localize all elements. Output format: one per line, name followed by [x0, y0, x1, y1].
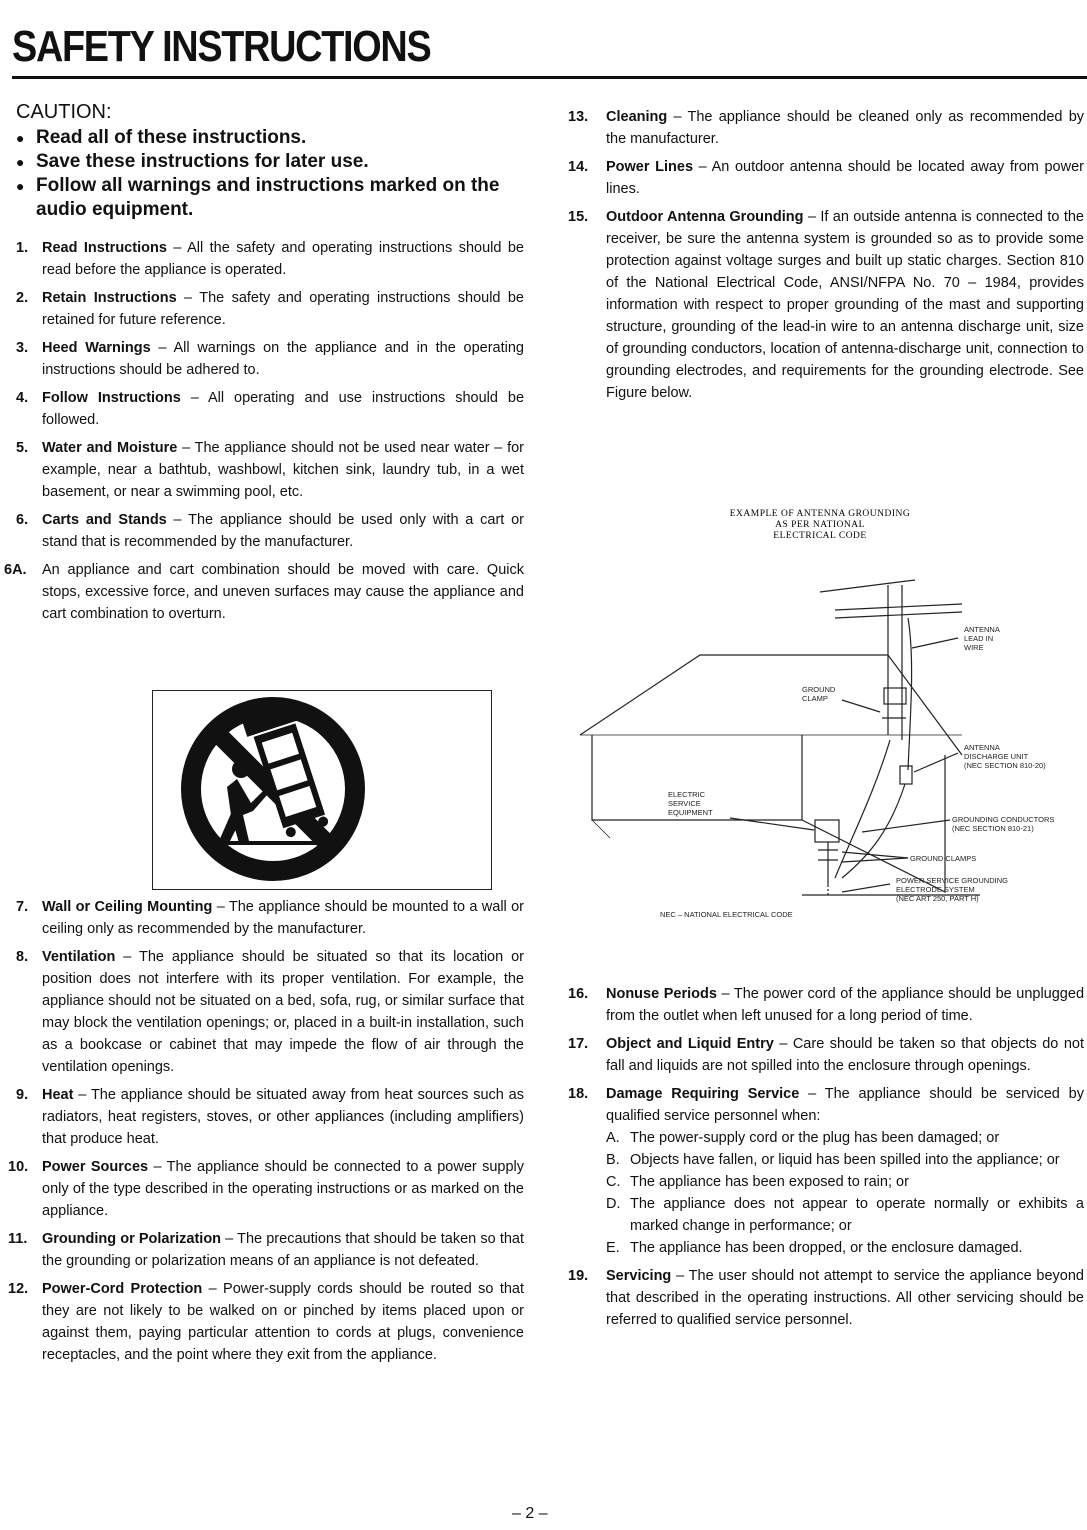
- condition-text: The power-supply cord or the plug has been damaged; or: [630, 1130, 1000, 1146]
- item-text: Power-supply cords should be routed so that they are not likely to be walked on or pinched by items placed upon or against them, paying particular attention to cords at plugs, convenience receptacles, and the point where they exit from the appliance.: [42, 1281, 524, 1363]
- item-number: 6A.: [4, 562, 27, 578]
- item-number: 3.: [16, 340, 29, 356]
- item-title: Ventilation: [42, 949, 116, 965]
- discharge-unit-label: (NEC SECTION 810-20): [964, 761, 1046, 770]
- electrode-system-label: (NEC ART 250, PART H): [896, 894, 979, 903]
- diagram-title-line: EXAMPLE OF ANTENNA GROUNDING: [729, 509, 911, 519]
- item-title: Retain Instructions: [42, 290, 177, 306]
- item-number: 1.: [16, 240, 29, 256]
- caution-block: [16, 100, 536, 222]
- item-text: The safety and operating instructions should be retained for future reference.: [42, 290, 524, 328]
- caution-list: [16, 126, 536, 222]
- nec-note: NEC – NATIONAL ELECTRICAL CODE: [660, 910, 793, 919]
- ground-clamp-label: GROUND: [802, 685, 836, 694]
- item-text: Care should be taken so that objects do not fall and liquids are not spilled into the enclosure through openings.: [606, 1036, 1084, 1074]
- caution-bullet: ● Follow all warnings and instructions marked on the audio equipment.: [16, 174, 536, 222]
- item-title: Outdoor Antenna Grounding: [606, 209, 804, 225]
- caution-bullet: ● Save these instructions for later use.: [16, 150, 536, 174]
- lead-in-wire-label: LEAD IN: [964, 634, 994, 643]
- damage-condition: [606, 1237, 1084, 1259]
- damage-condition: [606, 1171, 1084, 1193]
- item-text: The appliance should be cleaned only as recommended by the manufacturer.: [606, 109, 1085, 147]
- condition-letter: D.: [606, 1196, 621, 1212]
- damage-condition: [606, 1127, 1084, 1149]
- grounding-conductors-label: (NEC SECTION 810-21): [952, 824, 1034, 833]
- instruction-item: 7. Wall or Ceiling Mounting – The appliance should be mounted to a wall or ceiling only as recommended by the manufacturer.: [16, 896, 524, 940]
- item-title: Servicing: [606, 1268, 672, 1284]
- condition-letter: B.: [606, 1152, 620, 1168]
- instruction-item: 10. Power Sources – The appliance should be connected to a power supply only of the type described in the operating instructions or as marked on the appliance.: [16, 1156, 524, 1222]
- instructions-right-top: [568, 106, 1084, 410]
- antenna-grounding-illustration: [570, 500, 1075, 930]
- condition-letter: A.: [606, 1130, 620, 1146]
- item-title: Power-Cord Protection: [42, 1281, 203, 1297]
- caution-bullet: ● Read all of these instructions.: [16, 126, 536, 150]
- item-number: 2.: [16, 290, 29, 306]
- item-text: The appliance should not be used near water – for example, near a bathtub, washbowl, kitchen sink, laundry tub, in a wet basement, or near a swimming pool, etc.: [42, 440, 524, 500]
- antenna-grounding-diagram: [570, 500, 1075, 930]
- item-number: 8.: [16, 949, 29, 965]
- discharge-unit-label: ANTENNA: [964, 743, 1000, 752]
- item-number: 7.: [16, 899, 29, 915]
- instruction-item: 5. Water and Moisture – The appliance should not be used near water – for example, near a bathtub, washbowl, kitchen sink, laundry tub, in a wet basement, or near a swimming pool, etc.: [16, 437, 524, 503]
- instruction-item: 13. Cleaning – The appliance should be cleaned only as recommended by the manufacturer.: [568, 106, 1084, 150]
- diagram-title-line: AS PER NATIONAL: [775, 520, 865, 530]
- instruction-item: 8. Ventilation – The appliance should be situated so that its location or position does not interfere with its proper ventilation. For example, the appliance should not be situated on a bed, sofa, rug, or similar surface that may block the ventilation openings; or, placed in a built-in installation, such as a bookcase or cabinet that may impede the flow of air through the ventilation openings.: [16, 946, 524, 1078]
- item-text: All the safety and operating instructions should be read before the appliance is operated.: [42, 240, 524, 278]
- item-text: All warnings on the appliance and in the operating instructions should be adhered to.: [42, 340, 524, 378]
- instruction-item: 15. Outdoor Antenna Grounding – If an outside antenna is connected to the receiver, be sure the antenna system is grounded so as to provide some protection against voltage surges and built up static charges. Section 810 of the National Electrical Code, ANSI/NFPA No. 70 – 1984, provides information with respect to proper grounding of the mast and supporting structure, grounding of the lead-in wire to an antenna discharge unit, size of grounding conductors, location of antenna-discharge unit, connection to grounding electrodes, and requirements for the grounding electrode. See Figure below.: [568, 206, 1084, 404]
- title-rule: [12, 76, 1087, 79]
- instruction-item: 19. Servicing – The user should not attempt to service the appliance beyond that described in the operating instructions. All other servicing should be referred to qualified service personnel.: [568, 1265, 1084, 1331]
- instruction-item: [4, 559, 524, 625]
- ground-clamp-label: CLAMP: [802, 694, 828, 703]
- item-title: Power Lines: [606, 159, 694, 175]
- damage-condition: [606, 1193, 1084, 1237]
- condition-text: The appliance does not appear to operate normally or exhibits a marked change in performance; or: [630, 1196, 1084, 1234]
- electrode-system-label: POWER SERVICE GROUNDING: [896, 876, 1008, 885]
- item-number: 4.: [16, 390, 29, 406]
- instruction-item: 17. Object and Liquid Entry – Care should be taken so that objects do not fall and liquids are not spilled into the enclosure through openings.: [568, 1033, 1084, 1077]
- instruction-item: 6. Carts and Stands – The appliance should be used only with a cart or stand that is recommended by the manufacturer.: [16, 509, 524, 553]
- item-title: Cleaning: [606, 109, 668, 125]
- item-number: 11.: [8, 1231, 28, 1247]
- instructions-left-top: [4, 237, 525, 631]
- item-number: 13.: [568, 109, 589, 125]
- grounding-conductors-label: GROUNDING CONDUCTORS: [952, 815, 1055, 824]
- item-number: 16.: [568, 986, 589, 1002]
- service-equipment-label: ELECTRIC: [668, 790, 706, 799]
- item-title: Wall or Ceiling Mounting: [42, 899, 213, 915]
- item-text: All operating and use instructions should be followed.: [42, 390, 525, 428]
- condition-text: Objects have fallen, or liquid has been spilled into the appliance; or: [630, 1152, 1060, 1168]
- item-number: 15.: [568, 209, 589, 225]
- item-text: The appliance should be used only with a cart or stand that is recommended by the manufacturer.: [42, 512, 524, 550]
- caution-heading: CAUTION:: [16, 101, 112, 123]
- instruction-item: 12. Power-Cord Protection – Power-supply cords should be routed so that they are not likely to be walked on or pinched by items placed upon or against them, paying particular attention to cords at plugs, convenience receptacles, and the point where they exit from the appliance.: [16, 1278, 524, 1366]
- instruction-item: 11. Grounding or Polarization – The precautions that should be taken so that the grounding or polarization means of an appliance is not defeated.: [16, 1228, 524, 1272]
- service-equipment-label: SERVICE: [668, 799, 701, 808]
- item-number: 18.: [568, 1086, 589, 1102]
- item-text: The precautions that should be taken so that the grounding or polarization means of an appliance is not defeated.: [42, 1231, 525, 1269]
- item-title: Heed Warnings: [42, 340, 151, 356]
- condition-text: The appliance has been dropped, or the enclosure damaged.: [630, 1240, 1023, 1256]
- condition-letter: C.: [606, 1174, 621, 1190]
- item-title: Carts and Stands: [42, 512, 167, 528]
- item-title: Object and Liquid Entry: [606, 1036, 774, 1052]
- item-number: 17.: [568, 1036, 589, 1052]
- item-text: An outdoor antenna should be located away from power lines.: [606, 159, 1084, 197]
- item-title: Water and Moisture: [42, 440, 178, 456]
- cart-tipover-icon: [153, 691, 490, 888]
- item-text: If an outside antenna is connected to the receiver, be sure the antenna system is grounded so as to provide some protection against voltage surges and built up static charges. Section 810 of the National Electrical Code, ANSI/NFPA No. 70 – 1984, provides information with respect to proper grounding of the mast and supporting structure, grounding of the lead-in wire to an antenna discharge unit, size of grounding conductors, location of antenna-discharge unit, connection to grounding electrodes, and requirements for the grounding electrode. See Figure below.: [606, 209, 1084, 401]
- instruction-item: 3. Heed Warnings – All warnings on the appliance and in the operating instructions should be adhered to.: [16, 337, 524, 381]
- condition-text: The appliance has been exposed to rain; or: [630, 1174, 909, 1190]
- cart-warning-figure: [152, 690, 492, 890]
- item-text: The appliance should be mounted to a wall or ceiling only as recommended by the manufacturer.: [42, 899, 525, 937]
- lead-in-wire-label: ANTENNA: [964, 625, 1000, 634]
- page-number: – 2 –: [512, 1505, 548, 1522]
- item-number: 14.: [568, 159, 589, 175]
- item-text: The appliance should be situated so that its location or position does not interfere with its proper ventilation. For example, the appliance should not be situated on a bed, sofa, rug, or similar surface that may block the ventilation openings; or, placed in a built-in installation, such as a bookcase or cabinet that may impede the flow of air through the ventilation openings.: [42, 949, 524, 1075]
- item-title: Heat: [42, 1087, 74, 1103]
- condition-letter: E.: [606, 1240, 620, 1256]
- item-number: 6.: [16, 512, 29, 528]
- instruction-item: 9. Heat – The appliance should be situated away from heat sources such as radiators, heat registers, stoves, or other appliances (including amplifiers) that produce heat.: [16, 1084, 524, 1150]
- instruction-item: 14. Power Lines – An outdoor antenna should be located away from power lines.: [568, 156, 1084, 200]
- item-title: Power Sources: [42, 1159, 149, 1175]
- item-text: The appliance should be connected to a power supply only of the type described in the operating instructions or as marked on the appliance.: [42, 1159, 524, 1219]
- diagram-title-line: ELECTRICAL CODE: [773, 531, 867, 541]
- item-text: An appliance and cart combination should be moved with care. Quick stops, excessive force, and uneven surfaces may cause the appliance and cart combination to overturn.: [42, 562, 524, 622]
- service-equipment-label: EQUIPMENT: [668, 808, 713, 817]
- damage-conditions-list: [606, 1127, 1084, 1259]
- item-text: The appliance should be serviced by qualified service personnel when:: [606, 1086, 1084, 1124]
- ground-clamps-label: GROUND CLAMPS: [910, 854, 977, 863]
- item-text: The user should not attempt to service the appliance beyond that described in the operating instructions. All other servicing should be referred to qualified service personnel.: [606, 1268, 1084, 1328]
- item-text: The appliance should be situated away from heat sources such as radiators, heat registers, stoves, or other appliances (including amplifiers) that produce heat.: [42, 1087, 524, 1147]
- instruction-item: 2. Retain Instructions – The safety and operating instructions should be retained for future reference.: [16, 287, 524, 331]
- electrode-system-label: ELECTRODE SYSTEM: [896, 885, 975, 894]
- instructions-left-bottom: [8, 896, 525, 1372]
- item-number: 10.: [8, 1159, 29, 1175]
- item-number: 9.: [16, 1087, 29, 1103]
- lead-in-wire-label: WIRE: [964, 643, 984, 652]
- damage-condition: [606, 1149, 1084, 1171]
- instruction-item: 4. Follow Instructions – All operating and use instructions should be followed.: [16, 387, 524, 431]
- item-title: Follow Instructions: [42, 390, 181, 406]
- page-title: SAFETY INSTRUCTIONS: [12, 22, 431, 71]
- item-number: 19.: [568, 1268, 589, 1284]
- discharge-unit-label: DISCHARGE UNIT: [964, 752, 1029, 761]
- item-title: Read Instructions: [42, 240, 167, 256]
- item-number: 5.: [16, 440, 29, 456]
- instructions-right-bottom: [568, 983, 1084, 1337]
- instruction-item: 1. Read Instructions – All the safety and operating instructions should be read before the appliance is operated.: [16, 237, 524, 281]
- item-text: The power cord of the appliance should be unplugged from the outlet when left unused for a long period of time.: [606, 986, 1085, 1024]
- instruction-item: 18. Damage Requiring Service – The appliance should be serviced by qualified service personnel when: A. The power-supply cord or the plug has been damaged; or B. Objects have fallen, or liquid has been spilled into the appliance; or C. The appliance has been exposed to rain; or D. The appliance does not appear to operate normally or exhibits a marked change in performance; or E. The appliance has been dropped, or the enclosure damaged.: [568, 1083, 1084, 1259]
- item-number: 12.: [8, 1281, 29, 1297]
- instruction-item: 16. Nonuse Periods – The power cord of the appliance should be unplugged from the outlet when left unused for a long period of time.: [568, 983, 1084, 1027]
- item-title: Damage Requiring Service: [606, 1086, 800, 1102]
- item-title: Grounding or Polarization: [42, 1231, 222, 1247]
- item-title: Nonuse Periods: [606, 986, 717, 1002]
